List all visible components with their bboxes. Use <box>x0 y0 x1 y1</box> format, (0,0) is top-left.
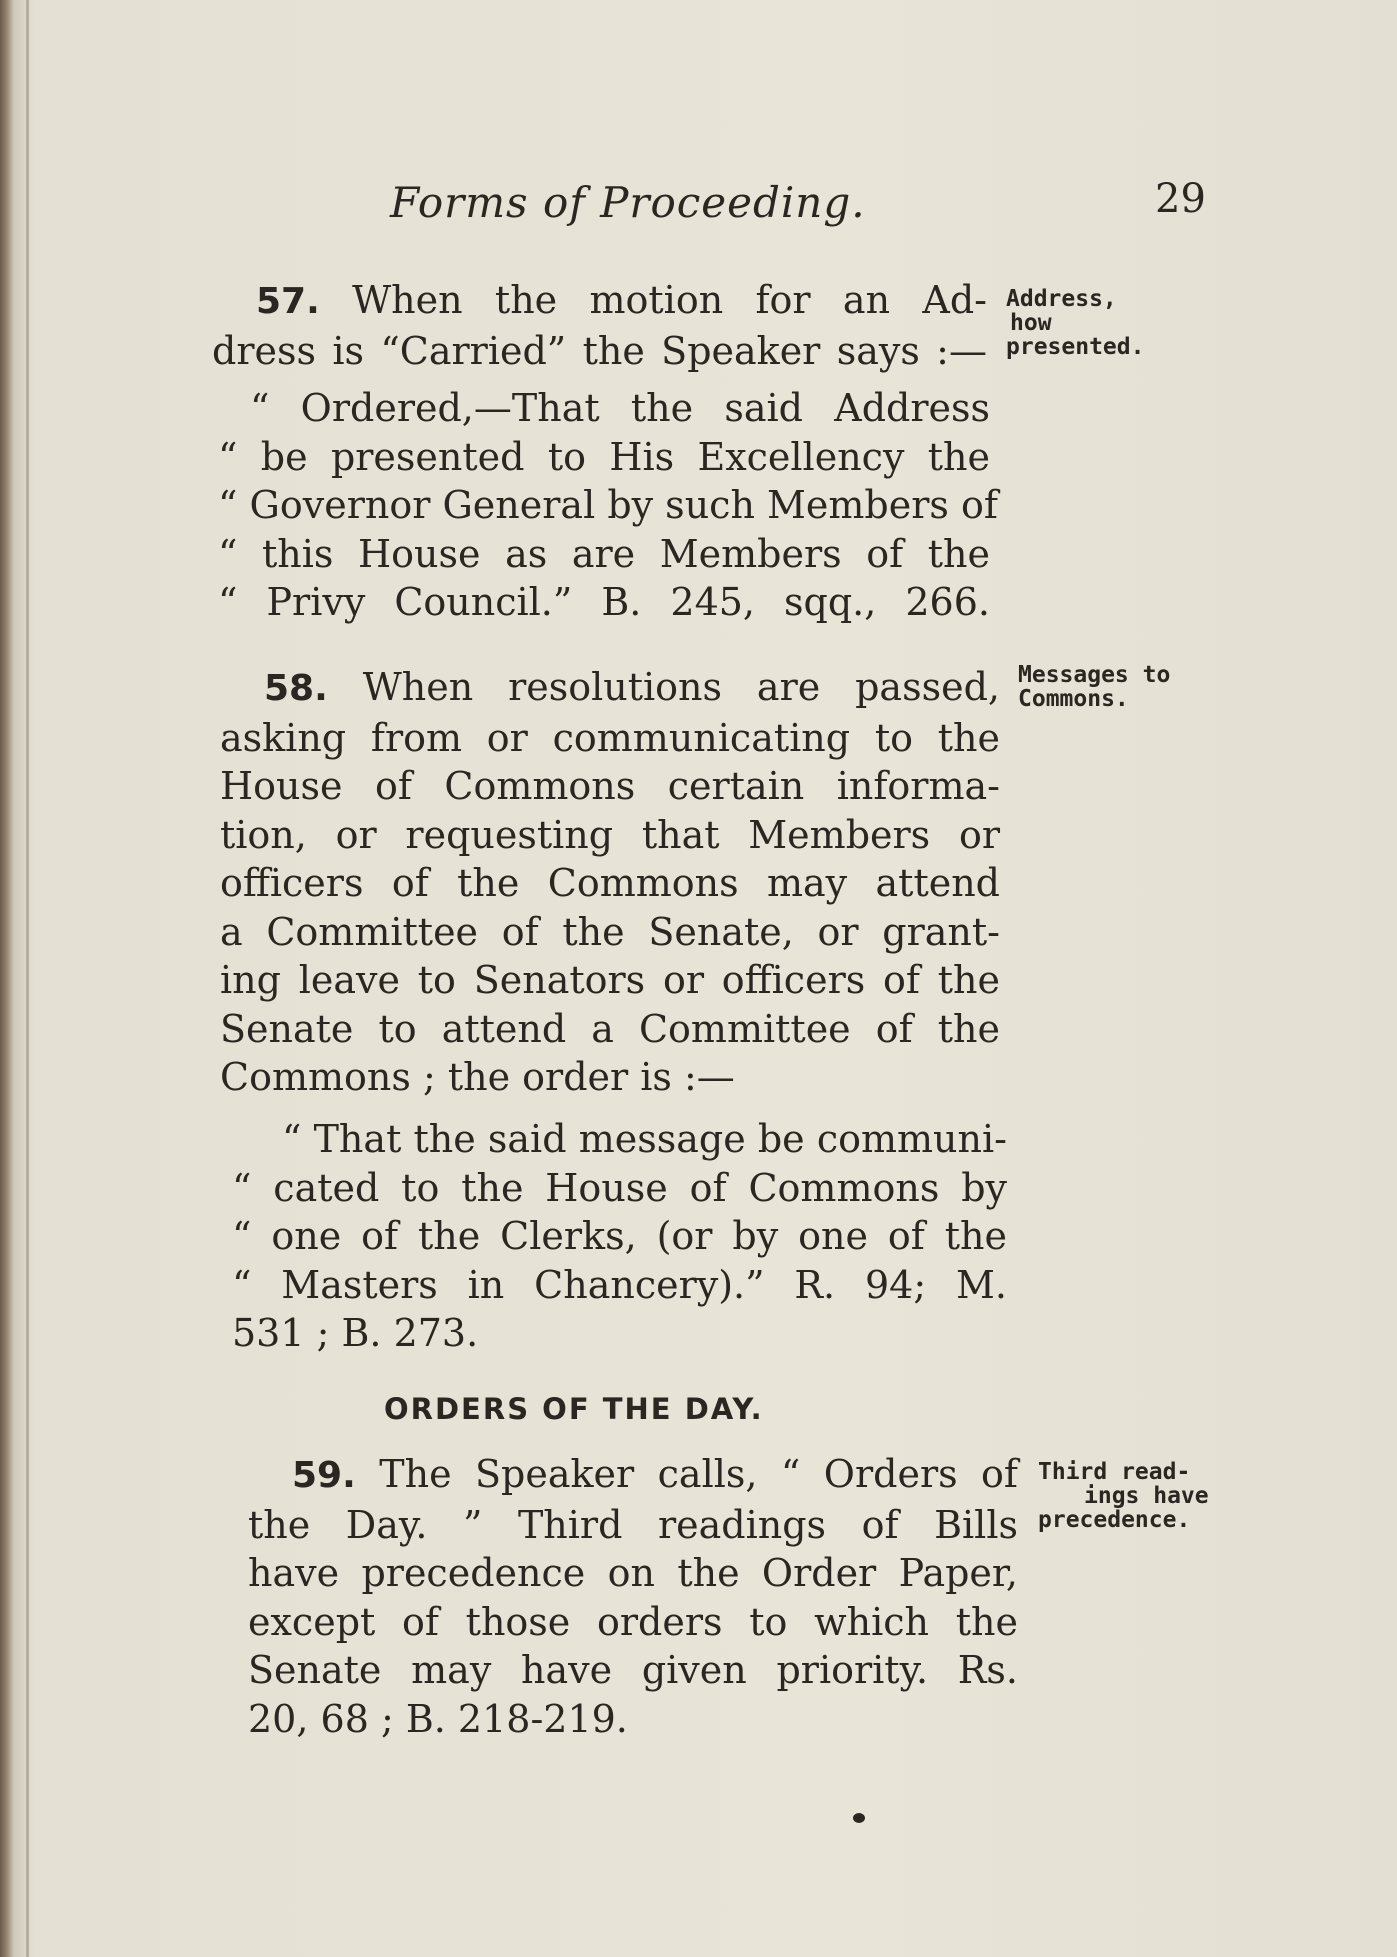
ink-dot <box>853 1813 865 1823</box>
running-title: Forms of Proceeding. <box>390 178 866 227</box>
margin-note-59-line-3: precedence. <box>1038 1507 1191 1533</box>
section-59-line-2: the Day. ” Third readings of Bills <box>248 1502 1018 1547</box>
section-57-quote-line-5: “ Privy Council.” B. 245, sqq., 266. <box>218 580 990 624</box>
section-59-line-4: except of those orders to which the <box>248 1599 1018 1644</box>
section-58-line-6: a Committee of the Senate, or grant- <box>220 909 1000 954</box>
section-57-quote-line-3: “ Governor General by such Members of <box>218 483 998 527</box>
section-58-quote-line-3: “ one of the Clerks, (or by one of the <box>232 1214 1007 1258</box>
section-58-quote-line-2: “ cated to the House of Commons by <box>232 1165 1007 1210</box>
section-57-text <box>212 276 987 375</box>
section-58-line-1: 58. When resolutions are passed, <box>264 665 1000 709</box>
section-58-line-7: ing leave to Senators or officers of the <box>220 958 1000 1002</box>
section-58-line-3: House of Commons certain informa- <box>220 764 1000 808</box>
section-59-line-3: have precedence on the Order Paper, <box>248 1551 1018 1595</box>
section-58-quote <box>232 1115 1007 1358</box>
section-57-line-2: dress is “Carried” the Speaker says :— <box>212 328 987 373</box>
section-59-text <box>248 1450 1018 1743</box>
section-58-line-8: Senate to attend a Committee of the <box>220 1006 1000 1051</box>
page-number: 29 <box>1155 176 1206 222</box>
section-58-quote-line-1: “ That the said message be communi- <box>282 1117 1007 1161</box>
section-57-quote-line-1: “ Ordered,—That the said Address <box>250 386 990 430</box>
section-58-line-9: Commons ; the order is :— <box>220 1055 735 1099</box>
orders-of-the-day-heading: ORDERS OF THE DAY. <box>384 1392 764 1426</box>
section-59-number: 59. <box>292 1455 356 1496</box>
margin-note-58 <box>1018 663 1170 711</box>
margin-note-58-line-1: Messages to <box>1018 662 1171 688</box>
section-58-line-2: asking from or communicating to the <box>220 715 1000 760</box>
margin-note-59-line-2: ings have <box>1084 1483 1209 1509</box>
section-58-text <box>220 663 1000 1102</box>
section-57-number: 57. <box>256 281 320 322</box>
section-58-quote-line-5: 531 ; B. 273. <box>232 1311 479 1355</box>
margin-note-57-line-3: presented. <box>1006 334 1145 360</box>
section-58-line-5: officers of the Commons may attend <box>220 861 1000 905</box>
section-57-quote <box>218 384 998 627</box>
section-59-line-6: 20, 68 ; B. 218-219. <box>248 1696 628 1741</box>
margin-note-58-line-2: Commons. <box>1018 686 1129 712</box>
margin-note-57-line-1: Address, <box>1006 286 1117 312</box>
section-57-quote-line-4: “ this House as are Members of the <box>218 531 990 576</box>
margin-note-59 <box>1038 1460 1209 1532</box>
section-57-quote-line-2: “ be presented to His Excellency the <box>218 434 990 479</box>
binding-gutter <box>26 0 29 1957</box>
section-59-line-1: 59. The Speaker calls, “ Orders of <box>292 1452 1018 1496</box>
margin-note-59-line-1: Third read- <box>1038 1459 1191 1485</box>
margin-note-57 <box>1006 287 1144 359</box>
section-59-line-5: Senate may have given priority. Rs. <box>248 1648 1018 1692</box>
margin-note-57-line-2: how <box>1010 310 1052 336</box>
section-58-quote-line-4: “ Masters in Chancery).” R. 94; M. <box>232 1262 1007 1307</box>
section-58-line-4: tion, or requesting that Members or <box>220 812 1000 857</box>
section-57-line-1: 57. When the motion for an Ad- <box>256 278 987 322</box>
section-58-number: 58. <box>264 668 328 709</box>
